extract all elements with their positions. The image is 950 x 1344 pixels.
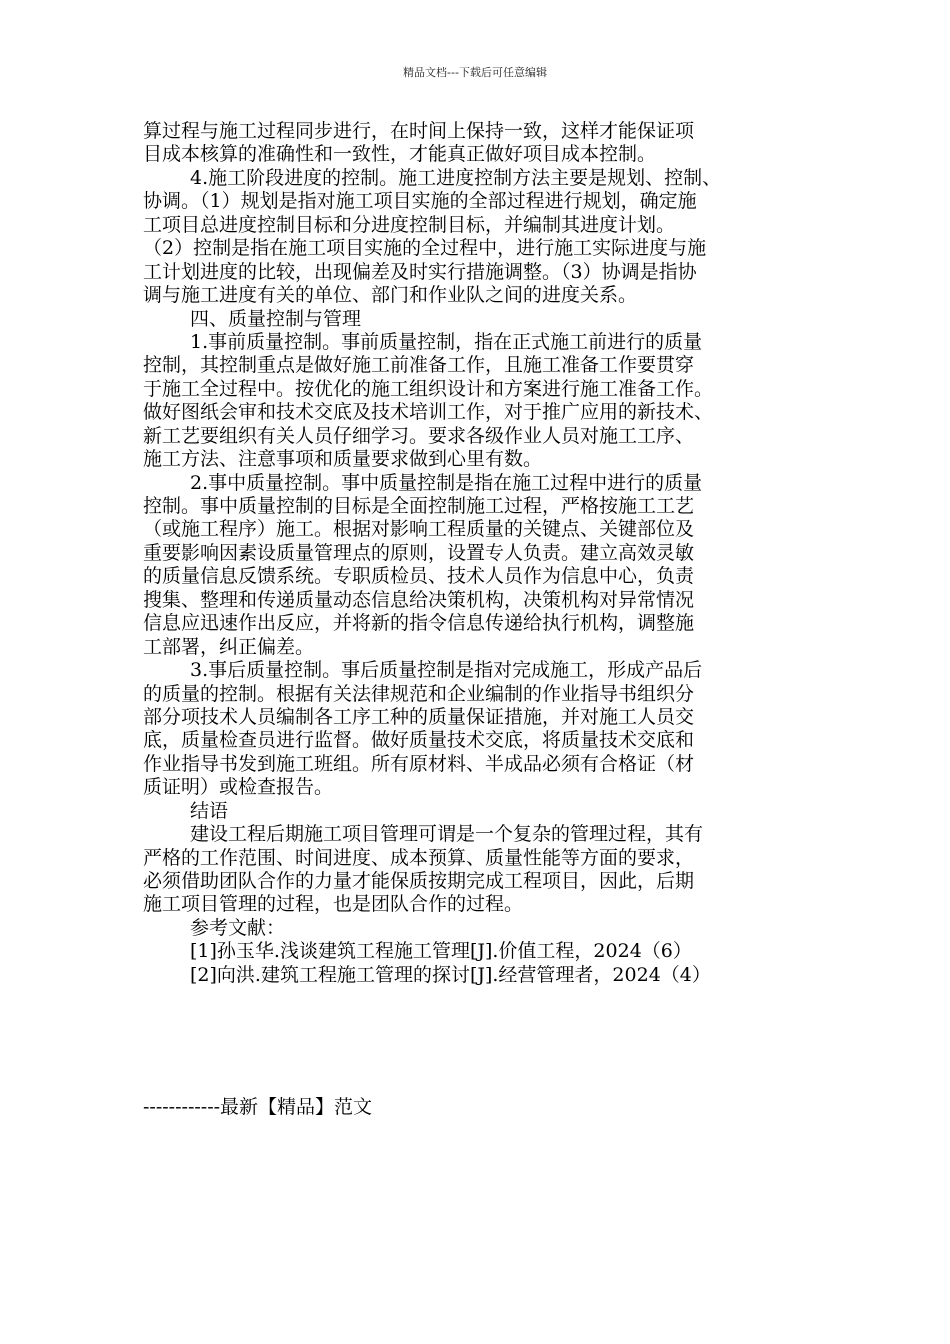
- text-line: 4.施工阶段进度的控制。施工进度控制方法主要是规划、控制、: [190, 166, 722, 189]
- text-line: 施工项目管理的过程，也是团队合作的过程。: [143, 893, 524, 916]
- text-line: 工计划进度的比较，出现偏差及时实行措施调整。（3）协调是指协: [143, 260, 697, 283]
- text-line: 部分项技术人员编制各工序工种的质量保证措施，并对施工人员交: [143, 705, 695, 728]
- text-line: 算过程与施工过程同步进行，在时间上保持一致，这样才能保证项: [143, 120, 695, 142]
- text-line: 搜集、整理和传递质量动态信息给决策机构，决策机构对异常情况: [143, 588, 695, 611]
- text-line: （或施工程序）施工。根据对影响工程质量的关键点、关键部位及: [143, 518, 695, 541]
- text-line: 协调。（1）规划是指对施工项目实施的全部过程进行规划，确定施: [143, 190, 697, 213]
- text-line: 质证明）或检查报告。: [143, 776, 334, 799]
- text-line: 控制。事中质量控制的目标是全面控制施工过程，严格按施工工艺: [143, 495, 695, 517]
- text-line: 作业指导书发到施工班组。所有原材料、半成品必须有合格证（材: [143, 752, 695, 775]
- text-line: 施工方法、注意事项和质量要求做到心里有数。: [143, 448, 543, 471]
- text-line: 于施工全过程中。按优化的施工组织设计和方案进行施工准备工作。: [143, 377, 714, 400]
- text-line: 建设工程后期施工项目管理可谓是一个复杂的管理过程，其有: [190, 823, 704, 846]
- text-line: 底，质量检查员进行监督。做好质量技术交底，将质量技术交底和: [143, 729, 695, 752]
- text-line: 控制，其控制重点是做好施工前准备工作，且施工准备工作要贯穿: [143, 354, 695, 377]
- text-line: 新工艺要组织有关人员仔细学习。要求各级作业人员对施工工序、: [143, 424, 695, 447]
- text-line: [1]孙玉华.浅谈建筑工程施工管理[J].价值工程，2024（6）: [190, 940, 692, 963]
- text-line: 重要影响因素设质量管理点的原则，设置专人负责。建立高效灵敏: [143, 541, 695, 564]
- text-line: 的质量信息反馈系统。专职质检员、技术人员作为信息中心，负责: [143, 565, 695, 588]
- text-line: 信息应迅速作出反应，并将新的指令信息传递给执行机构，调整施: [143, 612, 695, 635]
- text-line: 参考文献：: [190, 916, 286, 939]
- text-line: （2）控制是指在施工项目实施的全过程中，进行施工实际进度与施: [143, 237, 707, 260]
- text-line: 1.事前质量控制。事前质量控制，指在正式施工前进行的质量: [190, 330, 703, 353]
- page-footer: ------------最新【精品】范文: [143, 1096, 373, 1118]
- text-line: 严格的工作范围、时间进度、成本预算、质量性能等方面的要求，: [143, 846, 695, 869]
- text-line: 做好图纸会审和技术交底及技术培训工作，对于推广应用的新技术、: [143, 401, 714, 424]
- text-line: 调与施工进度有关的单位、部门和作业队之间的进度关系。: [143, 284, 638, 307]
- document-body: [143, 120, 807, 987]
- text-line: 四、质量控制与管理: [190, 307, 362, 330]
- text-line: 2.事中质量控制。事中质量控制是指在施工过程中进行的质量: [190, 471, 703, 494]
- text-line: 结语: [190, 799, 229, 822]
- text-line: [2]向洪.建筑工程施工管理的探讨[J].经营管理者，2024（4）: [190, 963, 711, 986]
- text-line: 工项目总进度控制目标和分进度控制目标，并编制其进度计划。: [143, 213, 676, 236]
- page-header: 精品文档---下载后可任意编辑: [403, 66, 547, 79]
- text-line: 目成本核算的准确性和一致性，才能真正做好项目成本控制。: [143, 143, 657, 166]
- text-line: 必须借助团队合作的力量才能保质按期完成工程项目，因此，后期: [143, 870, 695, 892]
- text-line: 的质量的控制。根据有关法律规范和企业编制的作业指导书组织分: [143, 682, 695, 705]
- text-line: 3.事后质量控制。事后质量控制是指对完成施工，形成产品后: [190, 659, 703, 682]
- text-line: 工部署，纠正偏差。: [143, 635, 315, 658]
